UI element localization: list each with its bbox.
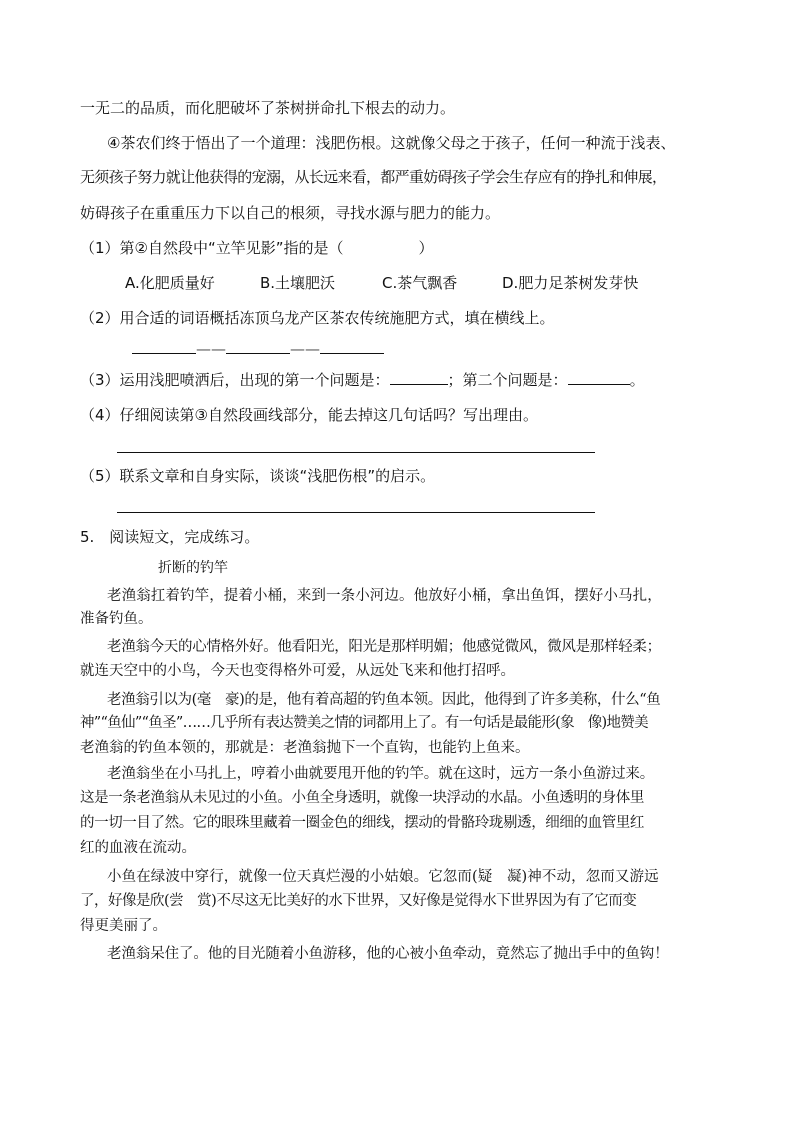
question-4: （4）仔细阅读第③自然段画线部分，能去掉这几句话吗？写出理由。 <box>80 406 538 424</box>
passage-line-2: ④茶农们终于悟出了一个道理：浅肥伤根。这就像父母之于孩子，任何一种流于浅表、 <box>107 134 676 152</box>
q1-option-a[interactable]: A.化肥质量好 <box>125 274 215 292</box>
section-5-heading: 5. 阅读短文，完成练习。 <box>80 528 260 546</box>
q5-answer-line[interactable] <box>117 512 595 513</box>
q3-blank-2[interactable] <box>568 370 630 385</box>
q2-dash-2: —— <box>290 340 320 358</box>
q3-blank-1[interactable] <box>390 370 448 385</box>
story-line-10: 的一切一目了然。它的眼珠里藏着一圈金色的细线，摆动的骨骼玲珑剔透，细细的血管里红 <box>80 815 644 831</box>
question-5: （5）联系文章和自身实际，谈谈“浅肥伤根”的启示。 <box>80 467 436 485</box>
story-line-8: 老渔翁坐在小马扎上，哼着小曲就要甩开他的钓竿。就在这时，远方一条小鱼游过来。 <box>107 766 655 782</box>
q4-answer-line[interactable] <box>117 452 595 453</box>
passage-line-4: 妨碍孩子在重重压力下以自己的根须，寻找水源与肥力的能力。 <box>80 204 501 222</box>
q1-option-d[interactable]: D.肥力足茶树发芽快 <box>502 274 639 292</box>
story-line-15: 老渔翁呆住了。他的目光随着小鱼游移，他的心被小鱼牵动，竟然忘了抛出手中的鱼钩！ <box>107 946 669 962</box>
question-2: （2）用合适的词语概括冻顶乌龙产区茶农传统施肥方式，填在横线上。 <box>80 309 555 327</box>
q2-dash-1: —— <box>196 340 226 358</box>
story-line-14: 得更美丽了。 <box>80 918 167 934</box>
story-line-3: 老渔翁今天的心情格外好。他看阳光，阳光是那样明媚；他感觉微风，微风是那样轻柔； <box>107 639 661 655</box>
q1-option-b[interactable]: B.土壤肥沃 <box>260 274 336 292</box>
q2-blank-3[interactable] <box>320 339 384 354</box>
story-line-11: 红的血液在流动。 <box>80 840 196 856</box>
q2-answer-row <box>132 339 384 359</box>
story-line-4: 就连天空中的小鸟，今天也变得格外可爱，从远处飞来和他打招呼。 <box>80 663 515 679</box>
question-1: （1）第②自然段中“立竿见影”指的是（ ） <box>80 239 434 257</box>
story-line-2: 准备钓鱼。 <box>80 611 153 627</box>
story-line-6: 神”“鱼仙”“鱼圣”……几乎所有表达赞美之情的词都用上了。有一句话是最能形(象 像)地赞美 <box>80 715 648 731</box>
story-line-7: 老渔翁的钓鱼本领的，那就是：老渔翁抛下一个直钩，也能钓上鱼来。 <box>80 740 530 756</box>
story-line-5: 老渔翁引以为(毫 豪)的是，他有着高超的钓鱼本领。因此，他得到了许多美称，什么“鱼 <box>107 692 661 708</box>
q3-text-1: （3）运用浅肥喷洒后，出现的第一个问题是： <box>80 371 390 389</box>
q2-blank-2[interactable] <box>226 339 290 354</box>
question-3 <box>80 370 645 390</box>
story-line-13: 了，好像是欣(尝 赏)不尽这无比美好的水下世界，又好像是觉得水下世界因为有了它而变 <box>80 893 637 909</box>
story-line-9: 这是一条老渔翁从未见过的小鱼。小鱼全身透明，就像一块浮动的水晶。小鱼透明的身体里 <box>80 790 644 806</box>
story-title: 折断的钓竿 <box>158 560 228 576</box>
passage-line-3: 无须孩子努力就让他获得的宠溺，从长远来看，都严重妨碍孩子学会生存应有的挣扎和伸展， <box>80 168 667 186</box>
story-line-12: 小鱼在绿波中穿行，就像一位天真烂漫的小姑娘。它忽而(疑 凝)神不动，忽而又游远 <box>107 869 659 885</box>
story-line-1: 老渔翁扛着钓竿，提着小桶，来到一条小河边。他放好小桶，拿出鱼饵，摆好小马扎， <box>107 588 662 604</box>
q1-option-c[interactable]: C.茶气飘香 <box>382 274 458 292</box>
passage-line-1: 一无二的品质，而化肥破坏了茶树拼命扎下根去的动力。 <box>80 99 456 117</box>
q3-text-3: 。 <box>629 371 645 389</box>
q2-blank-1[interactable] <box>132 339 196 354</box>
q3-text-2: ；第二个问题是： <box>447 371 568 389</box>
